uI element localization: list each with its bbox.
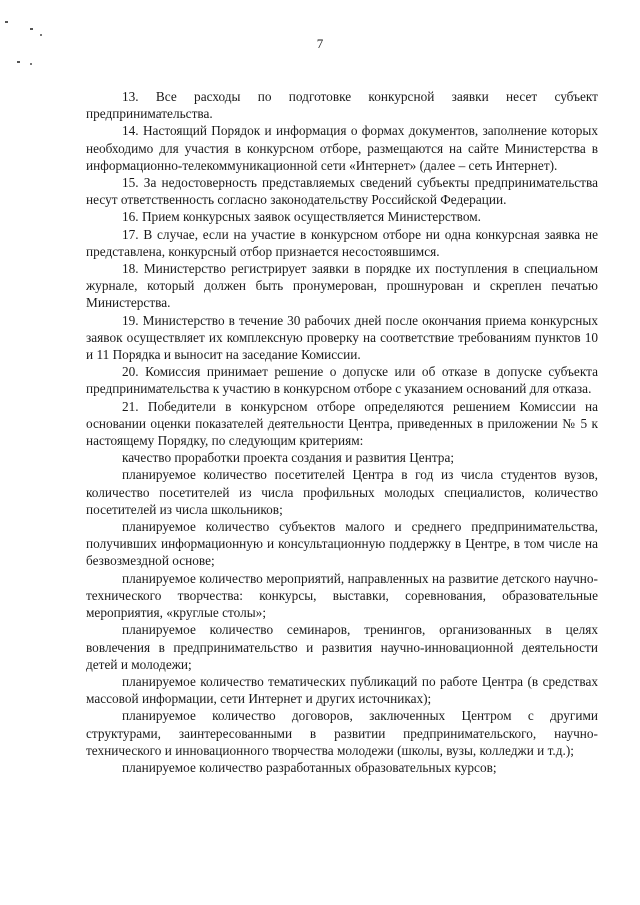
criterion-contracts: планируемое количество договоров, заключенных Центром с другими структурами, заинтересованными в развитии предпринимательского, научно-технического и инновационного творчества молодежи (школы, вузы, колледжи и т.д.);	[86, 708, 598, 758]
paragraph-17: 17. В случае, если на участие в конкурсном отборе ни одна конкурсная заявка не представлена, конкурсный отбор признается несостоявшимся.	[86, 226, 598, 259]
criterion-project-quality: качество проработки проекта создания и развития Центра;	[122, 450, 455, 466]
scan-specks	[0, 0, 80, 70]
page-number: 7	[316, 36, 324, 51]
paragraph-20: 20. Комиссия принимает решение о допуске или об отказе в допуске субъекта предпринимательства к участию в конкурсном отборе с указанием оснований для отказа.	[86, 364, 598, 397]
paragraph-21: 21. Победители в конкурсном отборе определяются решением Комиссии на основании оценки показателей деятельности Центра, приведенных в приложении № 5 к настоящему Порядку, по следующим критериям:	[86, 398, 598, 449]
criterion-publications: планируемое количество тематических публикаций по работе Центра (в средствах массовой информации, сети Интернет и других источниках);	[86, 673, 598, 707]
criterion-sme-support: планируемое количество субъектов малого и среднего предпринимательства, получивших информационную и консультационную поддержку в Центре, в том числе на безвозмездной основе;	[86, 519, 598, 569]
paragraph-18: 18. Министерство регистрирует заявки в порядке их поступления в специальном журнале, который должен быть пронумерован, прошнурован и скреплен печатью Министерства.	[86, 261, 598, 311]
document-body	[86, 88, 598, 776]
criterion-seminars: планируемое количество семинаров, тренингов, организованных в целях вовлечения в предпринимательство и развития научно-инновационной деятельности детей и молодежи;	[86, 622, 598, 672]
paragraph-15: 15. За недостоверность представляемых сведений субъекты предпринимательства несут ответственность согласно законодательству Российской Федерации.	[86, 175, 598, 208]
criterion-visitors: планируемое количество посетителей Центра в год из числа студентов вузов, количество посетителей из числа профильных молодых специалистов, количество посетителей из числа школьников;	[86, 467, 598, 517]
paragraph-19: 19. Министерство в течение 30 рабочих дней после окончания приема конкурсных заявок осуществляет их комплексную проверку на соответствие требованиям пунктов 10 и 11 Порядка и выносит на заседание Комиссии.	[86, 312, 598, 363]
criterion-courses: планируемое количество разработанных образовательных курсов;	[122, 759, 497, 775]
criterion-events: планируемое количество мероприятий, направленных на развитие детского научно-технического творчества: конкурсы, выставки, соревнования, образовательные мероприятия, «круглые столы»;	[86, 570, 598, 621]
paragraph-13: 13. Все расходы по подготовке конкурсной заявки несет субъект предпринимательства.	[86, 89, 598, 122]
paragraph-14: 14. Настоящий Порядок и информация о формах документов, заполнение которых необходимо для участия в конкурсном отборе, размещаются на сайте Министерства в информационно-телекоммуникационной сети «Интернет» (далее – сеть Интернет).	[86, 123, 598, 173]
paragraph-16: 16. Прием конкурсных заявок осуществляется Министерством.	[122, 209, 481, 225]
